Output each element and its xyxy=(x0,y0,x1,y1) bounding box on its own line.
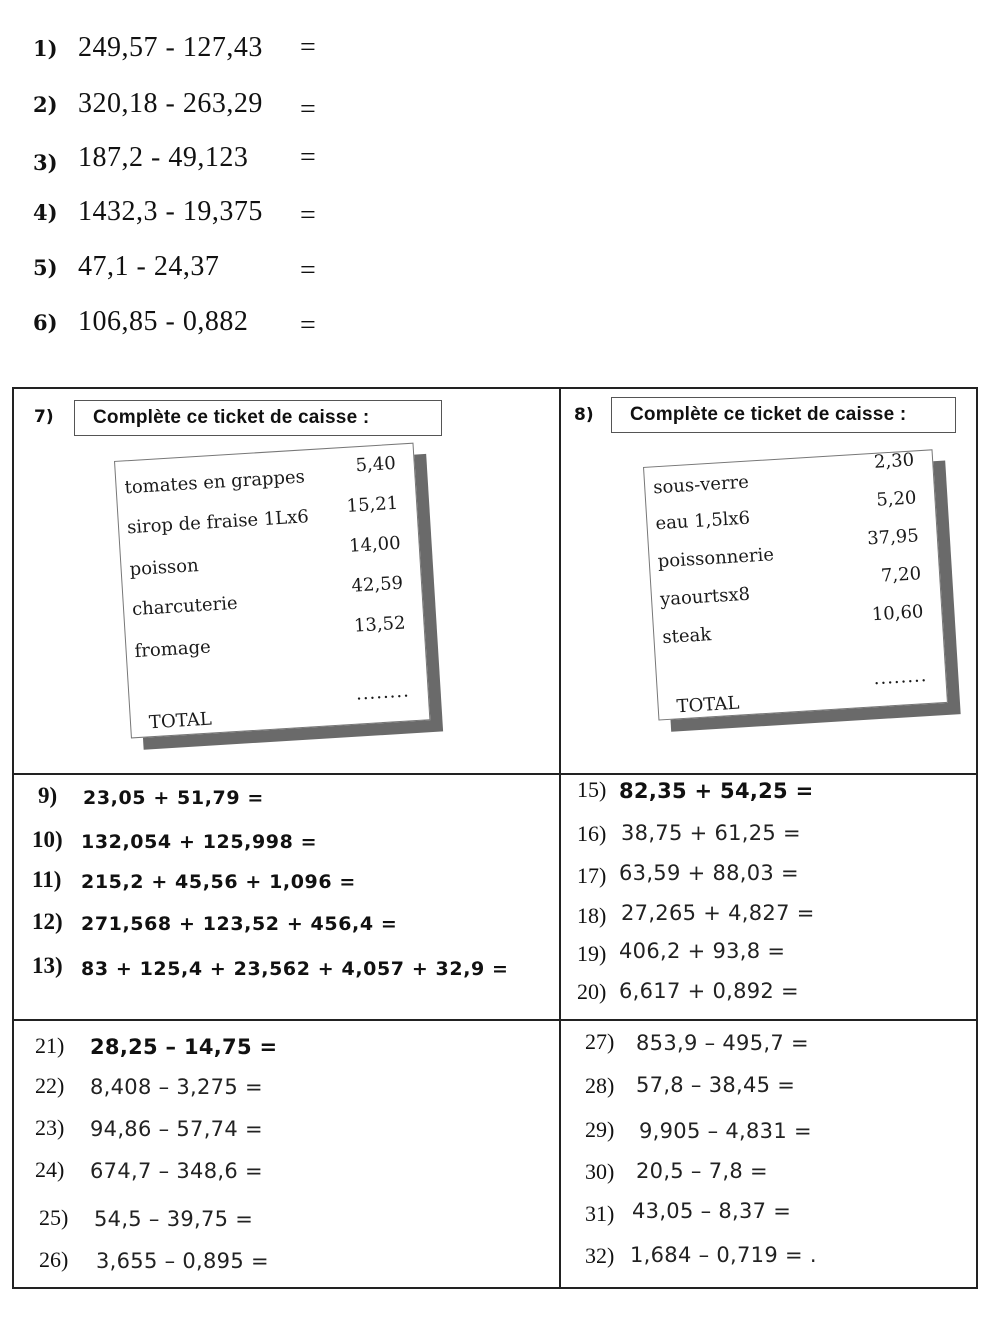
exercise-number: 1) xyxy=(33,36,58,61)
exercise-expression: 1,684 – 0,719 = . xyxy=(630,1243,817,1267)
receipt-item-price: 42,59 xyxy=(350,572,404,597)
equals-sign: = xyxy=(300,200,316,231)
receipt-item-price: 14,00 xyxy=(348,532,402,557)
exercise-number: 2) xyxy=(33,92,58,117)
additions-right-cell xyxy=(561,775,974,1019)
exercise-row xyxy=(0,32,400,72)
exercise-number: 30) xyxy=(585,1159,615,1184)
receipt-item-price: 15,21 xyxy=(346,492,399,517)
exercise-number: 13) xyxy=(32,953,63,978)
receipt-cell-8 xyxy=(561,387,974,773)
exercise-row xyxy=(0,142,400,182)
exercise-number: 25) xyxy=(39,1205,69,1230)
receipt-item-label: sirop de fraise 1Lx6 xyxy=(126,506,310,539)
exercise-number: 7) xyxy=(34,407,54,427)
exercise-number: 16) xyxy=(577,821,607,846)
exercise-expression: 106,85 - 0,882 xyxy=(78,306,249,337)
subtractions-right-cell xyxy=(561,1021,974,1285)
exercise-number: 17) xyxy=(577,863,607,888)
top-subtraction-list xyxy=(0,0,1000,360)
exercise-expression: 320,18 - 263,29 xyxy=(78,88,263,119)
receipt-item-price: 7,20 xyxy=(880,563,922,587)
exercise-expression: 9,905 – 4,831 = xyxy=(639,1119,812,1143)
exercise-number: 10) xyxy=(32,827,63,852)
subtractions-left-cell xyxy=(12,1021,559,1285)
exercise-number: 12) xyxy=(32,909,63,934)
exercise-row xyxy=(0,251,400,291)
exercise-number: 6) xyxy=(33,310,58,335)
exercise-number: 28) xyxy=(585,1073,615,1098)
additions-left-cell xyxy=(12,775,559,1019)
exercise-number: 9) xyxy=(38,783,58,808)
exercise-expression: 271,568 + 123,52 + 456,4 = xyxy=(81,913,398,935)
exercise-expression: 1432,3 - 19,375 xyxy=(78,196,263,227)
receipt-ticket xyxy=(114,443,430,739)
exercise-number: 32) xyxy=(585,1243,615,1268)
exercise-expression: 83 + 125,4 + 23,562 + 4,057 + 32,9 = xyxy=(81,958,509,980)
equals-sign: = xyxy=(300,310,316,341)
receipt-item-label: fromage xyxy=(134,636,212,663)
exercise-expression: 28,25 – 14,75 = xyxy=(90,1035,278,1059)
exercise-number: 21) xyxy=(35,1033,65,1058)
exercise-expression: 8,408 – 3,275 = xyxy=(90,1075,263,1099)
exercise-expression: 47,1 - 24,37 xyxy=(78,251,220,282)
exercise-row xyxy=(0,88,400,128)
equals-sign: = xyxy=(300,32,316,63)
exercise-number: 8) xyxy=(574,405,594,425)
exercise-expression: 63,59 + 88,03 = xyxy=(619,861,799,885)
receipt-ticket xyxy=(643,449,948,720)
exercise-expression: 38,75 + 61,25 = xyxy=(621,821,801,845)
exercise-expression: 187,2 - 49,123 xyxy=(78,142,249,173)
receipt-item-label: poissonnerie xyxy=(657,544,775,573)
exercise-expression: 27,265 + 4,827 = xyxy=(621,901,815,925)
exercise-number: 4) xyxy=(33,200,58,225)
exercise-expression: 249,57 - 127,43 xyxy=(78,32,263,63)
receipt-total-label: TOTAL xyxy=(676,692,740,718)
exercise-number: 26) xyxy=(39,1247,69,1272)
instruction-box: Complète ce ticket de caisse : xyxy=(74,400,442,436)
exercise-expression: 3,655 – 0,895 = xyxy=(96,1249,269,1273)
exercise-number: 24) xyxy=(35,1157,65,1182)
receipt-cell-7 xyxy=(12,387,559,773)
receipt-total-label: TOTAL xyxy=(148,708,213,734)
exercise-expression: 94,86 – 57,74 = xyxy=(90,1117,263,1141)
receipt-item-price: 5,20 xyxy=(875,487,918,511)
exercise-expression: 20,5 – 7,8 = xyxy=(636,1159,768,1183)
receipt-item-label: sous-verre xyxy=(652,471,750,499)
exercise-expression: 23,05 + 51,79 = xyxy=(83,787,264,809)
exercise-expression: 215,2 + 45,56 + 1,096 = xyxy=(81,871,356,893)
exercise-expression: 674,7 – 348,6 = xyxy=(90,1159,263,1183)
exercise-expression: 6,617 + 0,892 = xyxy=(619,979,799,1003)
exercise-expression: 43,05 – 8,37 = xyxy=(632,1199,792,1223)
receipt-item-label: steak xyxy=(661,624,712,649)
receipt-item-label: charcuterie xyxy=(131,592,239,621)
exercise-number: 29) xyxy=(585,1117,615,1142)
receipt-item-price: 2,30 xyxy=(873,449,915,473)
exercise-expression: 132,054 + 125,998 = xyxy=(81,831,318,853)
exercise-number: 3) xyxy=(33,150,58,175)
receipt-item-price: 13,52 xyxy=(353,612,407,637)
receipt-item-label: eau 1,5lx6 xyxy=(654,507,751,535)
exercise-expression: 82,35 + 54,25 = xyxy=(619,779,814,803)
equals-sign: = xyxy=(300,142,316,173)
exercise-number: 23) xyxy=(35,1115,65,1140)
exercise-row xyxy=(0,306,400,346)
receipt-item-price: 37,95 xyxy=(866,525,920,550)
receipt-item-price: 10,60 xyxy=(871,601,924,626)
exercise-expression: 406,2 + 93,8 = xyxy=(619,939,786,963)
exercise-row xyxy=(0,196,400,236)
exercise-number: 15) xyxy=(577,777,607,802)
instruction-box: Complète ce ticket de caisse : xyxy=(611,397,956,433)
exercise-expression: 57,8 – 38,45 = xyxy=(636,1073,796,1097)
exercise-number: 11) xyxy=(32,867,62,892)
receipt-total-blank: ........ xyxy=(872,665,928,690)
exercise-expression: 853,9 – 495,7 = xyxy=(636,1031,809,1055)
exercise-expression: 54,5 – 39,75 = xyxy=(94,1207,254,1231)
exercise-number: 20) xyxy=(577,979,607,1004)
equals-sign: = xyxy=(300,94,316,125)
exercise-number: 22) xyxy=(35,1073,65,1098)
receipt-item-label: poisson xyxy=(129,555,200,581)
receipt-total-blank: ........ xyxy=(355,680,411,705)
receipt-item-label: tomates en grappes xyxy=(124,466,306,499)
exercise-number: 27) xyxy=(585,1029,615,1054)
exercise-number: 5) xyxy=(33,255,58,280)
equals-sign: = xyxy=(300,255,316,286)
exercise-number: 19) xyxy=(577,941,607,966)
exercise-grid xyxy=(12,387,978,1287)
receipt-item-price: 5,40 xyxy=(355,452,397,477)
receipt-item-label: yaourtsx8 xyxy=(659,583,751,611)
exercise-number: 18) xyxy=(577,903,607,928)
exercise-number: 31) xyxy=(585,1201,615,1226)
